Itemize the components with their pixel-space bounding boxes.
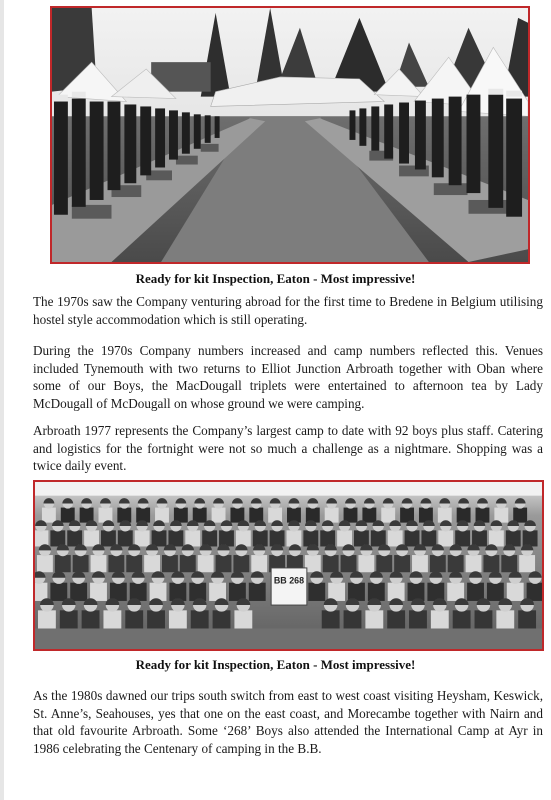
paragraph-1970s-venues: During the 1970s Company numbers increased and camp numbers reflected this. Venues included Tynemouth with two returns to Elliot Junction Arbroath together with Oban where some of our Boys, the MacDougall triplets were entertained to afternoon tea by Lady McDougall of McDougall on whose ground we were camping. bbox=[33, 343, 543, 411]
group-photo bbox=[33, 480, 544, 651]
paragraph-1980s-trips: As the 1980s dawned our trips south switch from east to west coast visiting Heysham, Keswick, St. Anne’s, Seahouses, yes that one on the east coast, and Morecambe together with Nairn and that old favourite Arbroath. Some ‘268’ Boys also attended the International Camp at Ayr in 1986 celebrating the Centenary of camping in the B.B. bbox=[33, 688, 543, 756]
paragraph-arbroath-1977: Arbroath 1977 represents the Company’s largest camp to date with 92 boys plus staff. Catering and logistics for the fortnight were not so much a challenge as a nightmare. Shopping was a twice daily event. bbox=[33, 423, 543, 473]
photo-caption-1: Ready for kit Inspection, Eaton - Most impressive! bbox=[135, 271, 416, 286]
group-banner-text: BB 268 bbox=[273, 575, 305, 586]
page-edge bbox=[0, 0, 4, 800]
paragraph-1970s-belgium: The 1970s saw the Company venturing abroad for the first time to Bredene in Belgium utilising hostel style accommodation which is still operating. bbox=[33, 294, 543, 327]
kit-inspection-image bbox=[52, 8, 528, 262]
group-image bbox=[35, 482, 542, 649]
photo-caption-2: Ready for kit Inspection, Eaton - Most impressive! bbox=[135, 657, 416, 672]
kit-inspection-photo bbox=[50, 6, 530, 264]
